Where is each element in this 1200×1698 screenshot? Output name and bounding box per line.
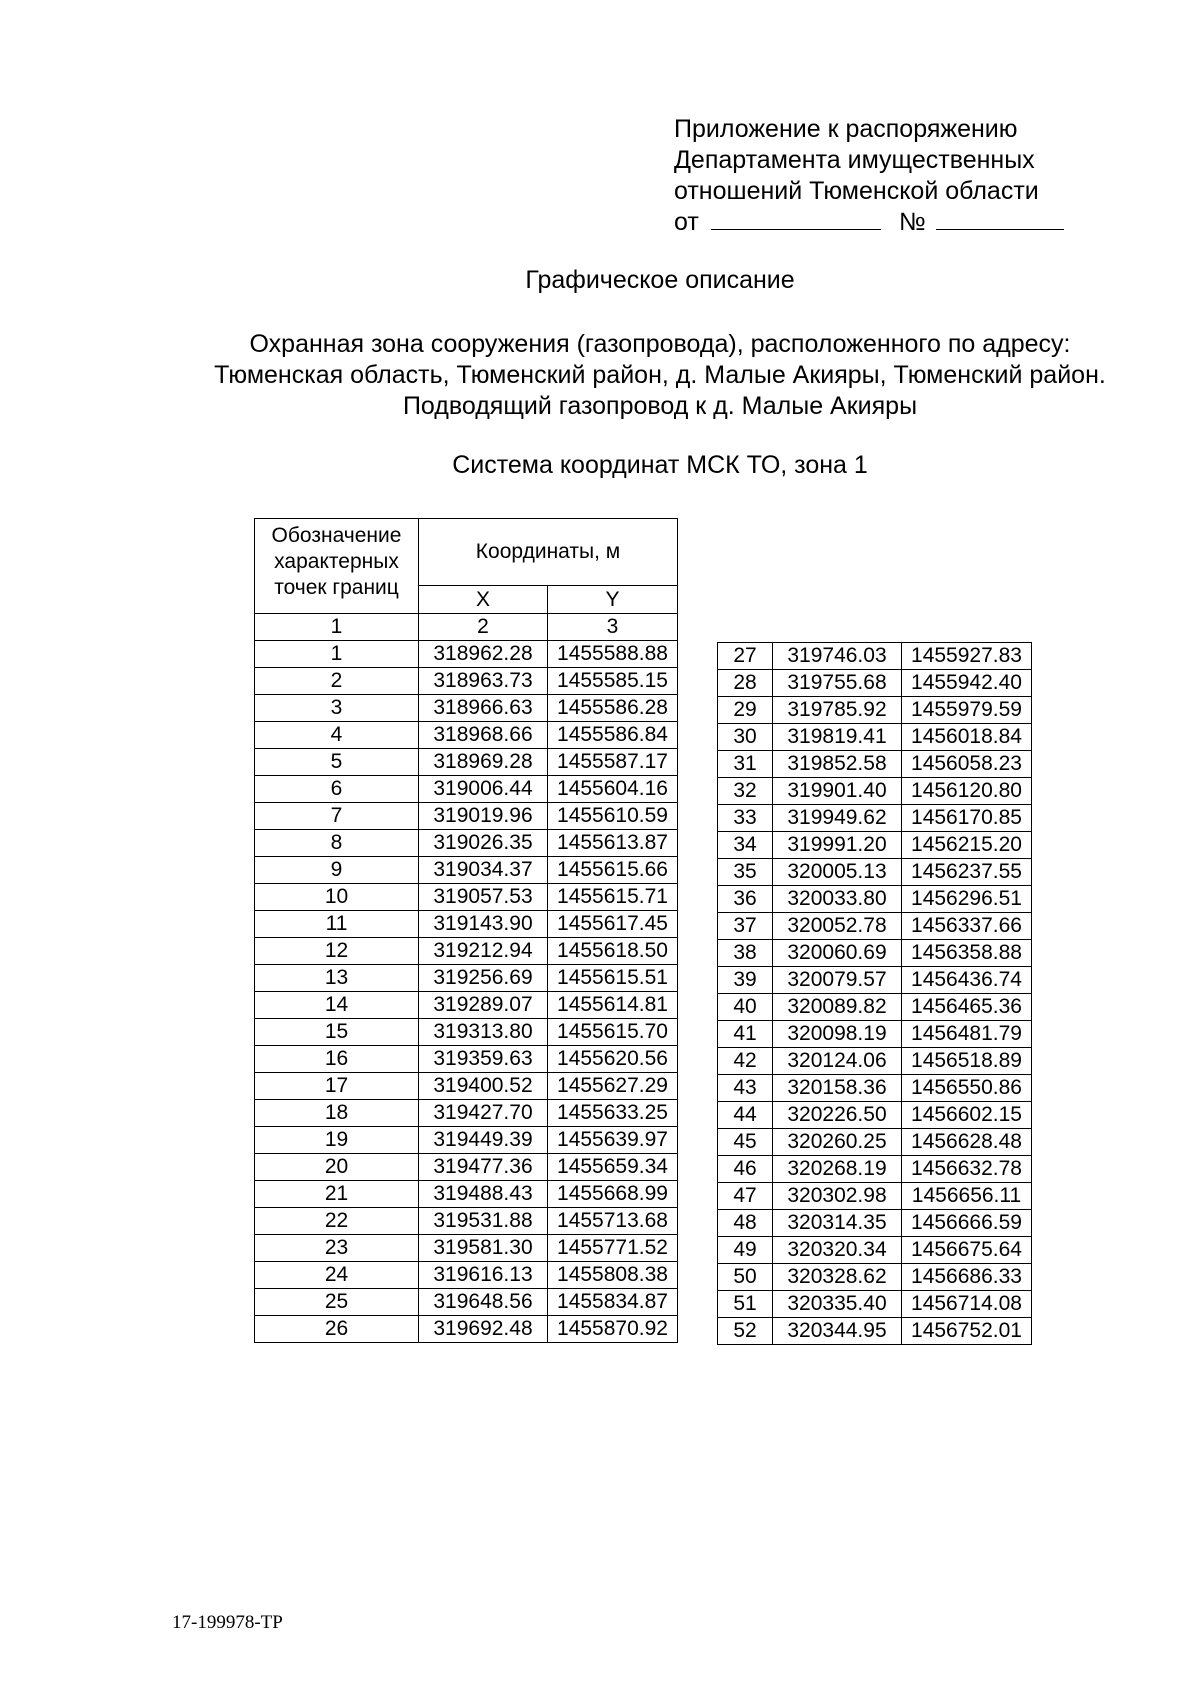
table-row xyxy=(718,1210,1032,1237)
table-row xyxy=(718,1291,1032,1318)
table-row xyxy=(718,886,1032,913)
x-coordinate-cell: 318962.28 xyxy=(419,641,548,668)
point-number-cell: 35 xyxy=(718,859,773,886)
y-coordinate-cell: 1455979.59 xyxy=(902,697,1032,724)
y-coordinate-cell: 1456518.89 xyxy=(902,1048,1032,1075)
y-coordinate-cell: 1456215.20 xyxy=(902,832,1032,859)
point-number-cell: 13 xyxy=(255,965,419,992)
table-row xyxy=(255,830,678,857)
x-coordinate-cell: 319949.62 xyxy=(773,805,902,832)
table-row xyxy=(255,992,678,1019)
description-line: Тюменская область, Тюменский район, д. Малые Акияры, Тюменский район. xyxy=(214,361,1106,389)
x-coordinate-cell: 320335.40 xyxy=(773,1291,902,1318)
point-number-cell: 30 xyxy=(718,724,773,751)
y-coordinate-cell: 1456628.48 xyxy=(902,1129,1032,1156)
y-coordinate-cell: 1456714.08 xyxy=(902,1291,1032,1318)
point-number-cell: 50 xyxy=(718,1264,773,1291)
table-row xyxy=(255,1019,678,1046)
point-number-cell: 9 xyxy=(255,857,419,884)
y-coordinate-cell: 1456296.51 xyxy=(902,886,1032,913)
point-number-cell: 24 xyxy=(255,1262,419,1289)
description-line: Охранная зона сооружения (газопровода), расположенного по адресу: xyxy=(249,330,1071,358)
x-coordinate-cell: 319057.53 xyxy=(419,884,548,911)
coordinates-table-left xyxy=(254,518,678,1343)
table-row xyxy=(255,1316,678,1343)
y-coordinate-cell: 1456120.80 xyxy=(902,778,1032,805)
table-row xyxy=(255,965,678,992)
date-prefix: от xyxy=(674,208,699,236)
x-coordinate-cell: 319477.36 xyxy=(419,1154,548,1181)
x-coordinate-cell: 320158.36 xyxy=(773,1075,902,1102)
point-number-cell: 7 xyxy=(255,803,419,830)
x-coordinate-cell: 319901.40 xyxy=(773,778,902,805)
table-row xyxy=(718,643,1032,670)
y-coordinate-cell: 1456752.01 xyxy=(902,1318,1032,1345)
point-number-cell: 16 xyxy=(255,1046,419,1073)
x-coordinate-cell: 319692.48 xyxy=(419,1316,548,1343)
y-coordinate-cell: 1456550.86 xyxy=(902,1075,1032,1102)
x-coordinate-cell: 319427.70 xyxy=(419,1100,548,1127)
y-coordinate-cell: 1455942.40 xyxy=(902,670,1032,697)
x-header: X xyxy=(419,586,548,614)
y-coordinate-cell: 1455615.66 xyxy=(548,857,678,884)
y-coordinate-cell: 1455808.38 xyxy=(548,1262,678,1289)
x-coordinate-cell: 320344.95 xyxy=(773,1318,902,1345)
y-coordinate-cell: 1456170.85 xyxy=(902,805,1032,832)
y-coordinate-cell: 1456465.36 xyxy=(902,994,1032,1021)
x-coordinate-cell: 320320.34 xyxy=(773,1237,902,1264)
x-coordinate-cell: 319212.94 xyxy=(419,938,548,965)
x-coordinate-cell: 318969.28 xyxy=(419,749,548,776)
coords-header: Координаты, м xyxy=(419,519,678,586)
table-row xyxy=(255,1154,678,1181)
y-coordinate-cell: 1455617.45 xyxy=(548,911,678,938)
point-number-cell: 39 xyxy=(718,967,773,994)
y-coordinate-cell: 1455613.87 xyxy=(548,830,678,857)
point-number-cell: 23 xyxy=(255,1235,419,1262)
point-number-cell: 19 xyxy=(255,1127,419,1154)
x-coordinate-cell: 320005.13 xyxy=(773,859,902,886)
point-number-cell: 47 xyxy=(718,1183,773,1210)
x-coordinate-cell: 319359.63 xyxy=(419,1046,548,1073)
y-coordinate-cell: 1455771.52 xyxy=(548,1235,678,1262)
y-coordinate-cell: 1455668.99 xyxy=(548,1181,678,1208)
table-row xyxy=(255,857,678,884)
y-coordinate-cell: 1455834.87 xyxy=(548,1289,678,1316)
point-number-cell: 41 xyxy=(718,1021,773,1048)
x-coordinate-cell: 319581.30 xyxy=(419,1235,548,1262)
table-row xyxy=(718,751,1032,778)
header-line: Обозначение xyxy=(271,524,402,547)
description xyxy=(0,329,1200,422)
table-row xyxy=(255,938,678,965)
table-row xyxy=(718,1129,1032,1156)
table-row xyxy=(255,695,678,722)
point-number-cell: 36 xyxy=(718,886,773,913)
number-sign: № xyxy=(898,208,926,236)
table-row xyxy=(255,1289,678,1316)
point-label-header xyxy=(255,519,419,614)
x-coordinate-cell: 319026.35 xyxy=(419,830,548,857)
x-coordinate-cell: 320260.25 xyxy=(773,1129,902,1156)
x-coordinate-cell: 319488.43 xyxy=(419,1181,548,1208)
description-line: Подводящий газопровод к д. Малые Акияры xyxy=(402,392,918,420)
table-row xyxy=(255,1127,678,1154)
table-row xyxy=(718,1021,1032,1048)
x-coordinate-cell: 319616.13 xyxy=(419,1262,548,1289)
point-number-cell: 34 xyxy=(718,832,773,859)
appendix-line: Приложение к распоряжению xyxy=(674,115,1018,143)
point-number-cell: 29 xyxy=(718,697,773,724)
x-coordinate-cell: 320089.82 xyxy=(773,994,902,1021)
x-coordinate-cell: 319746.03 xyxy=(773,643,902,670)
x-coordinate-cell: 319034.37 xyxy=(419,857,548,884)
table-row xyxy=(718,1183,1032,1210)
table-row xyxy=(718,1318,1032,1345)
y-coordinate-cell: 1456481.79 xyxy=(902,1021,1032,1048)
date-blank xyxy=(711,207,881,230)
y-coordinate-cell: 1456337.66 xyxy=(902,913,1032,940)
x-coordinate-cell: 320098.19 xyxy=(773,1021,902,1048)
table-row xyxy=(255,884,678,911)
x-coordinate-cell: 320226.50 xyxy=(773,1102,902,1129)
y-coordinate-cell: 1455615.70 xyxy=(548,1019,678,1046)
y-coordinate-cell: 1455639.97 xyxy=(548,1127,678,1154)
point-number-cell: 42 xyxy=(718,1048,773,1075)
table-row xyxy=(718,832,1032,859)
x-coordinate-cell: 320060.69 xyxy=(773,940,902,967)
point-number-cell: 51 xyxy=(718,1291,773,1318)
table-row xyxy=(255,911,678,938)
table-row xyxy=(718,670,1032,697)
number-blank xyxy=(936,207,1064,230)
table-row xyxy=(718,994,1032,1021)
table-row xyxy=(718,967,1032,994)
y-coordinate-cell: 1455633.25 xyxy=(548,1100,678,1127)
appendix-line: Департамента имущественных xyxy=(674,146,1035,174)
date-number-line xyxy=(674,207,1064,238)
table-row xyxy=(718,1102,1032,1129)
table-row xyxy=(718,778,1032,805)
x-coordinate-cell: 319400.52 xyxy=(419,1073,548,1100)
x-coordinate-cell: 318968.66 xyxy=(419,722,548,749)
y-coordinate-cell: 1455618.50 xyxy=(548,938,678,965)
x-coordinate-cell: 319991.20 xyxy=(773,832,902,859)
point-number-cell: 6 xyxy=(255,776,419,803)
table-row xyxy=(255,1100,678,1127)
point-number-cell: 25 xyxy=(255,1289,419,1316)
y-coordinate-cell: 1455604.16 xyxy=(548,776,678,803)
table-row xyxy=(718,1156,1032,1183)
y-coordinate-cell: 1456686.33 xyxy=(902,1264,1032,1291)
x-coordinate-cell: 318966.63 xyxy=(419,695,548,722)
table-row xyxy=(718,913,1032,940)
y-header: Y xyxy=(548,586,678,614)
x-coordinate-cell: 320033.80 xyxy=(773,886,902,913)
document-code: 17-199978-TP xyxy=(172,1612,283,1633)
table-row xyxy=(255,1046,678,1073)
x-coordinate-cell: 320328.62 xyxy=(773,1264,902,1291)
point-number-cell: 33 xyxy=(718,805,773,832)
table-row xyxy=(255,749,678,776)
x-coordinate-cell: 319852.58 xyxy=(773,751,902,778)
point-number-cell: 14 xyxy=(255,992,419,1019)
x-coordinate-cell: 320268.19 xyxy=(773,1156,902,1183)
y-coordinate-cell: 1455614.81 xyxy=(548,992,678,1019)
x-coordinate-cell: 320124.06 xyxy=(773,1048,902,1075)
col-number: 3 xyxy=(548,614,678,641)
y-coordinate-cell: 1456656.11 xyxy=(902,1183,1032,1210)
y-coordinate-cell: 1455610.59 xyxy=(548,803,678,830)
point-number-cell: 44 xyxy=(718,1102,773,1129)
y-coordinate-cell: 1455588.88 xyxy=(548,641,678,668)
point-number-cell: 26 xyxy=(255,1316,419,1343)
point-number-cell: 5 xyxy=(255,749,419,776)
point-number-cell: 8 xyxy=(255,830,419,857)
y-coordinate-cell: 1455585.15 xyxy=(548,668,678,695)
y-coordinate-cell: 1455615.71 xyxy=(548,884,678,911)
appendix-header xyxy=(674,114,1064,238)
x-coordinate-cell: 319313.80 xyxy=(419,1019,548,1046)
point-number-cell: 20 xyxy=(255,1154,419,1181)
coordinate-system: Система координат МСК ТО, зона 1 xyxy=(452,451,868,479)
x-coordinate-cell: 320314.35 xyxy=(773,1210,902,1237)
col-number: 1 xyxy=(255,614,419,641)
table-row xyxy=(255,1262,678,1289)
header-line: характерных xyxy=(274,550,399,573)
point-number-cell: 38 xyxy=(718,940,773,967)
y-coordinate-cell: 1456666.59 xyxy=(902,1210,1032,1237)
x-coordinate-cell: 318963.73 xyxy=(419,668,548,695)
table-row xyxy=(255,641,678,668)
y-coordinate-cell: 1456018.84 xyxy=(902,724,1032,751)
point-number-cell: 1 xyxy=(255,641,419,668)
point-number-cell: 46 xyxy=(718,1156,773,1183)
point-number-cell: 15 xyxy=(255,1019,419,1046)
table-row xyxy=(255,1208,678,1235)
x-coordinate-cell: 319256.69 xyxy=(419,965,548,992)
header-line: точек границ xyxy=(274,576,399,599)
table-row xyxy=(255,1073,678,1100)
point-number-cell: 12 xyxy=(255,938,419,965)
point-number-cell: 22 xyxy=(255,1208,419,1235)
point-number-cell: 18 xyxy=(255,1100,419,1127)
coordinates-table-right xyxy=(717,642,1032,1345)
y-coordinate-cell: 1456058.23 xyxy=(902,751,1032,778)
point-number-cell: 4 xyxy=(255,722,419,749)
table-row xyxy=(718,1264,1032,1291)
y-coordinate-cell: 1456436.74 xyxy=(902,967,1032,994)
table-row xyxy=(255,668,678,695)
table-row xyxy=(255,803,678,830)
y-coordinate-cell: 1456237.55 xyxy=(902,859,1032,886)
point-number-cell: 43 xyxy=(718,1075,773,1102)
x-coordinate-cell: 320052.78 xyxy=(773,913,902,940)
point-number-cell: 21 xyxy=(255,1181,419,1208)
x-coordinate-cell: 319006.44 xyxy=(419,776,548,803)
point-number-cell: 45 xyxy=(718,1129,773,1156)
point-number-cell: 40 xyxy=(718,994,773,1021)
x-coordinate-cell: 319289.07 xyxy=(419,992,548,1019)
point-number-cell: 37 xyxy=(718,913,773,940)
y-coordinate-cell: 1455927.83 xyxy=(902,643,1032,670)
y-coordinate-cell: 1455627.29 xyxy=(548,1073,678,1100)
y-coordinate-cell: 1456675.64 xyxy=(902,1237,1032,1264)
point-number-cell: 27 xyxy=(718,643,773,670)
y-coordinate-cell: 1455587.17 xyxy=(548,749,678,776)
point-number-cell: 3 xyxy=(255,695,419,722)
table-row xyxy=(255,1181,678,1208)
table-row xyxy=(255,1235,678,1262)
table-row xyxy=(718,1075,1032,1102)
table-row xyxy=(718,940,1032,967)
table-row xyxy=(718,1237,1032,1264)
x-coordinate-cell: 320302.98 xyxy=(773,1183,902,1210)
point-number-cell: 52 xyxy=(718,1318,773,1345)
y-coordinate-cell: 1455870.92 xyxy=(548,1316,678,1343)
table-row xyxy=(255,776,678,803)
table-row xyxy=(718,724,1032,751)
table-row xyxy=(718,805,1032,832)
table-row xyxy=(255,722,678,749)
table-row xyxy=(718,697,1032,724)
point-number-cell: 10 xyxy=(255,884,419,911)
y-coordinate-cell: 1455586.28 xyxy=(548,695,678,722)
point-number-cell: 31 xyxy=(718,751,773,778)
appendix-line: отношений Тюменской области xyxy=(674,177,1039,205)
x-coordinate-cell: 319785.92 xyxy=(773,697,902,724)
x-coordinate-cell: 319019.96 xyxy=(419,803,548,830)
x-coordinate-cell: 319819.41 xyxy=(773,724,902,751)
point-number-cell: 17 xyxy=(255,1073,419,1100)
col-number: 2 xyxy=(419,614,548,641)
x-coordinate-cell: 320079.57 xyxy=(773,967,902,994)
y-coordinate-cell: 1455620.56 xyxy=(548,1046,678,1073)
point-number-cell: 11 xyxy=(255,911,419,938)
x-coordinate-cell: 319648.56 xyxy=(419,1289,548,1316)
point-number-cell: 32 xyxy=(718,778,773,805)
point-number-cell: 2 xyxy=(255,668,419,695)
y-coordinate-cell: 1455615.51 xyxy=(548,965,678,992)
x-coordinate-cell: 319449.39 xyxy=(419,1127,548,1154)
point-number-cell: 28 xyxy=(718,670,773,697)
point-number-cell: 49 xyxy=(718,1237,773,1264)
x-coordinate-cell: 319143.90 xyxy=(419,911,548,938)
y-coordinate-cell: 1456358.88 xyxy=(902,940,1032,967)
y-coordinate-cell: 1455713.68 xyxy=(548,1208,678,1235)
table-row xyxy=(718,1048,1032,1075)
y-coordinate-cell: 1455586.84 xyxy=(548,722,678,749)
y-coordinate-cell: 1455659.34 xyxy=(548,1154,678,1181)
x-coordinate-cell: 319531.88 xyxy=(419,1208,548,1235)
y-coordinate-cell: 1456632.78 xyxy=(902,1156,1032,1183)
document-title: Графическое описание xyxy=(525,266,795,294)
y-coordinate-cell: 1456602.15 xyxy=(902,1102,1032,1129)
table-row xyxy=(718,859,1032,886)
x-coordinate-cell: 319755.68 xyxy=(773,670,902,697)
point-number-cell: 48 xyxy=(718,1210,773,1237)
